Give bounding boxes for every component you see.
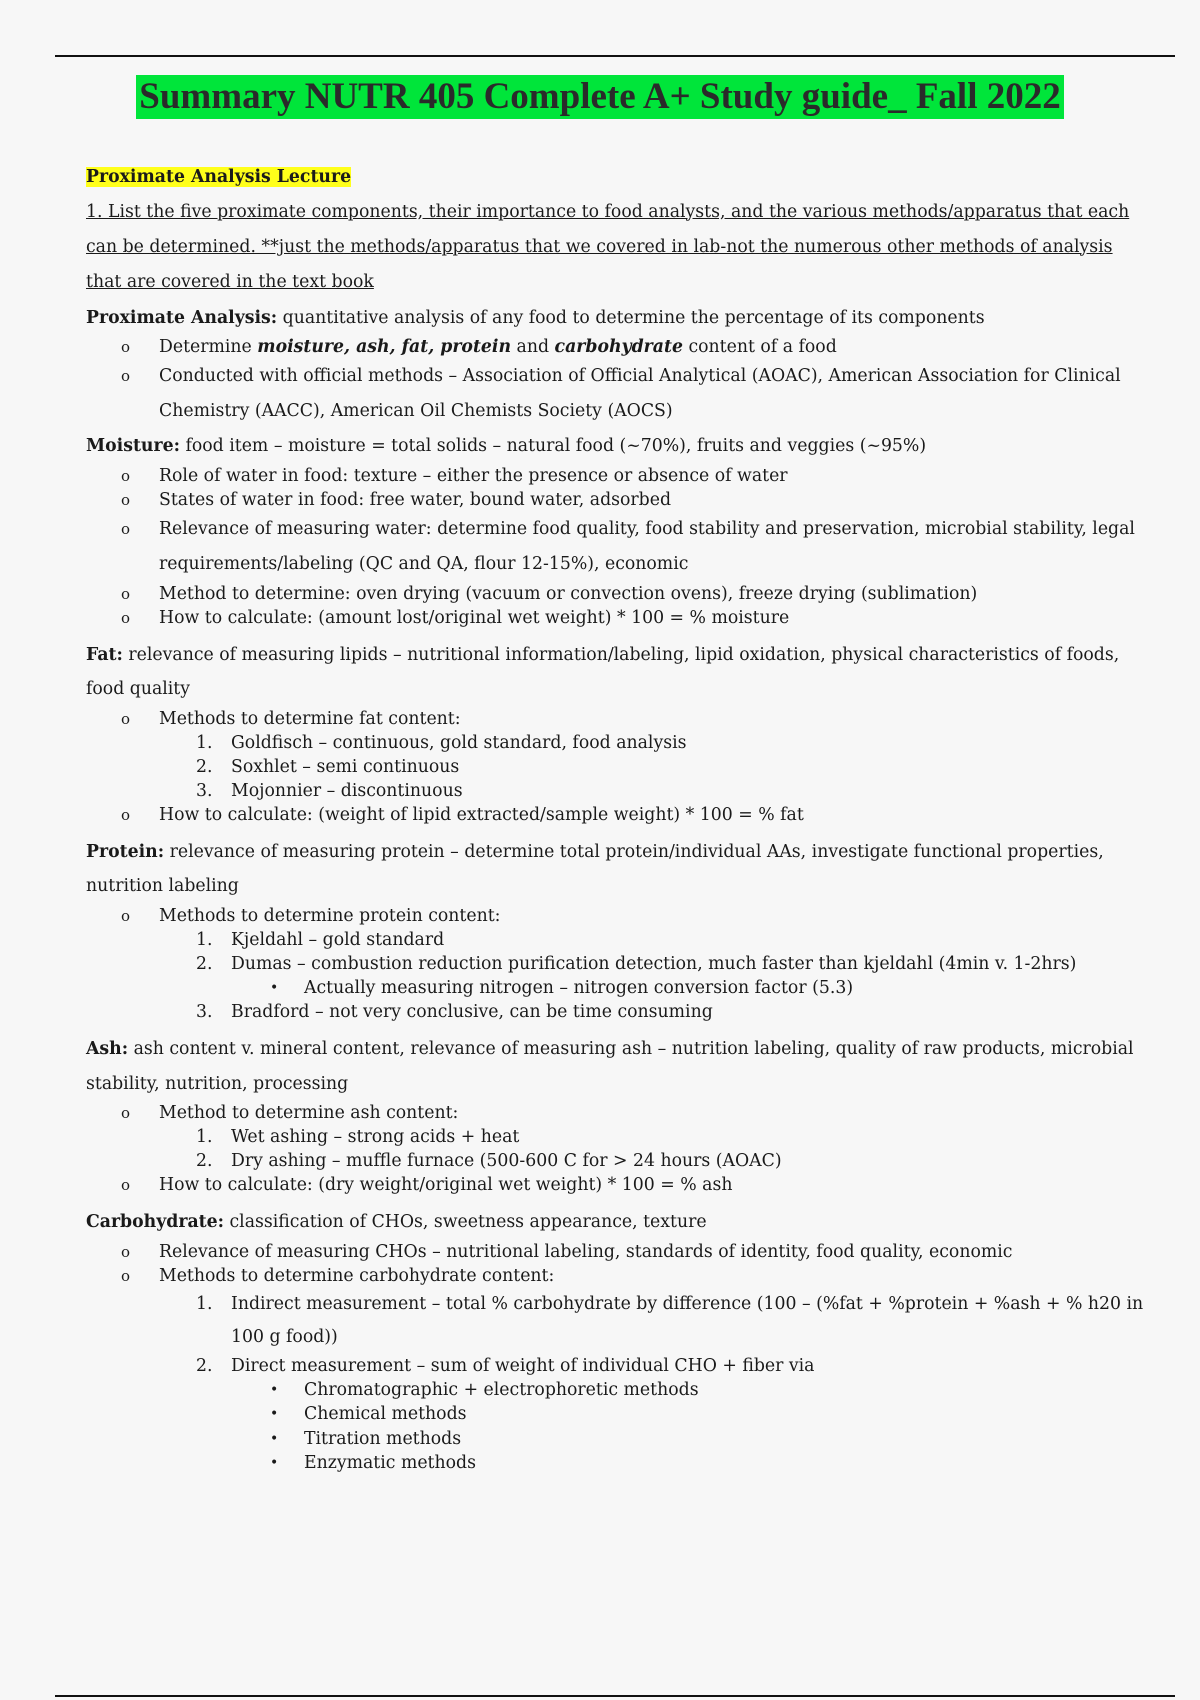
title-container [0,75,1200,119]
top-rule [55,55,1175,57]
sub-bullet-item: • Actually measuring nitrogen – nitrogen conversion factor (5.3) [86,976,1146,1001]
circle-bullet-icon: o [121,709,131,728]
circle-bullet-icon: o [121,466,131,485]
list-item: o How to calculate: (dry weight/original wet weight) * 100 = % ash [121,1175,733,1195]
circle-bullet-icon: o [121,519,131,538]
list-item: o Methods to determine carbohydrate content: [121,1265,555,1286]
list-item: o Method to determine: oven drying (vacuum or convection ovens), freeze drying (sublimation) [121,583,978,604]
fat-label: Fat: [86,644,123,665]
sub-bullet-item: • Chemical methods [86,1402,1146,1427]
carbohydrate-paragraph: Carbohydrate: classification of CHOs, sweetness appearance, texture [86,1212,707,1232]
list-item: o How to calculate: (amount lost/original wet weight) * 100 = % moisture [121,607,790,628]
circle-bullet-icon: o [121,338,131,356]
circle-bullet-icon: o [121,608,131,627]
list-item: o Methods to determine protein content: [121,905,501,926]
numbered-item: 1. Indirect measurement – total % carbohydrate by difference (100 – (%fat + %protein + %ash + % h20 in 100 g food)) [196,1293,1144,1347]
ash-paragraph: Ash: ash content v. mineral content, relevance of measuring ash – nutrition labeling, quality of raw products, microbial stability, nutrition, processing [86,1039,1134,1094]
bullet-icon: • [270,1455,279,1471]
bullet-icon: • [270,1406,279,1422]
study-question: 1. List the five proximate components, their importance to food analysts, and the various methods/apparatus that each can be determined. **just the methods/apparatus that we covered in lab-not the numerous other methods of analysis that are covered in the text book [86,201,1130,292]
list-item: o Role of water in food: texture – either the presence or absence of water [121,465,788,486]
list-item: o Method to determine ash content: [121,1103,459,1123]
fat-paragraph: Fat: relevance of measuring lipids – nutritional information/labeling, lipid oxidation, physical characteristics of foods, food quality [86,644,1120,699]
bottom-rule [55,1695,1175,1697]
sub-bullet-item: • Titration methods [86,1427,1146,1452]
circle-bullet-icon: o [121,490,131,509]
section-heading: Proximate Analysis Lecture [86,167,352,187]
circle-bullet-icon: o [121,1176,131,1194]
protein-label: Protein: [86,841,165,862]
numbered-item: 2. Soxhlet – semi continuous [196,756,460,777]
numbered-item: 1. Kjeldahl – gold standard [196,929,445,950]
circle-bullet-icon: o [121,1104,131,1122]
document-title: Summary NUTR 405 Complete A+ Study guide_ Fall 2022 [136,75,1063,119]
circle-bullet-icon: o [121,1266,131,1285]
sub-bullet-item: • Chromatographic + electrophoretic methods [86,1378,1146,1403]
protein-paragraph: Protein: relevance of measuring protein – determine total protein/individual AAs, investigate functional properties, nutrition labeling [86,841,1104,896]
numbered-item: 1. Wet ashing – strong acids + heat [196,1127,520,1147]
carbohydrate-label: Carbohydrate: [86,1212,225,1232]
moisture-label: Moisture: [86,436,180,456]
list-item: o Relevance of measuring water: determine food quality, food stability and preservation, microbial stability, legal requirements/labeling (QC and QA, flour 12-15%), economic [86,512,1146,582]
numbered-item: 3. Mojonnier – discontinuous [196,780,463,801]
numbered-item: 2. Dumas – combustion reduction purification detection, much faster than kjeldahl (4min v. 1-2hrs) [196,953,1077,974]
proximate-paragraph: Proximate Analysis: quantitative analysis of any food to determine the percentage of its components [86,307,985,328]
document-body [86,160,1146,1476]
list-item: o How to calculate: (weight of lipid extracted/sample weight) * 100 = % fat [121,804,804,825]
proximate-label: Proximate Analysis: [86,307,278,328]
bullet-icon: • [270,1430,279,1447]
circle-bullet-icon: o [121,584,131,603]
numbered-item: 2. Dry ashing – muffle furnace (500-600 C for > 24 hours (AOAC) [196,1151,782,1171]
circle-bullet-icon: o [121,906,131,925]
moisture-paragraph: Moisture: food item – moisture = total solids – natural food (~70%), fruits and veggies (~95%) [86,436,927,456]
bullet-icon: • [270,1381,279,1398]
list-item: o Conducted with official methods – Association of Official Analytical (AOAC), American Association for Clinical Chemistry (AACC), American Oil Chemists Society (AOCS) [86,359,1146,429]
sub-bullet-item: • Enzymatic methods [86,1451,1146,1476]
numbered-item: 3. Bradford – not very conclusive, can be time consuming [196,1002,713,1022]
bullet-icon: • [270,979,279,996]
numbered-item: 2. Direct measurement – sum of weight of individual CHO + fiber via [196,1355,815,1376]
circle-bullet-icon: o [121,805,131,824]
ash-label: Ash: [86,1039,129,1059]
circle-bullet-icon: o [121,1242,131,1261]
list-item: o States of water in food: free water, bound water, adsorbed [121,489,672,510]
list-item: o Determine moisture, ash, fat, protein and carbohydrate content of a food [121,337,837,357]
list-item: o Methods to determine fat content: [121,708,461,729]
numbered-item: 1. Goldfisch – continuous, gold standard, food analysis [196,732,687,753]
list-item: o Relevance of measuring CHOs – nutritional labeling, standards of identity, food quality, economic [121,1241,1013,1262]
circle-bullet-icon: o [121,367,131,385]
